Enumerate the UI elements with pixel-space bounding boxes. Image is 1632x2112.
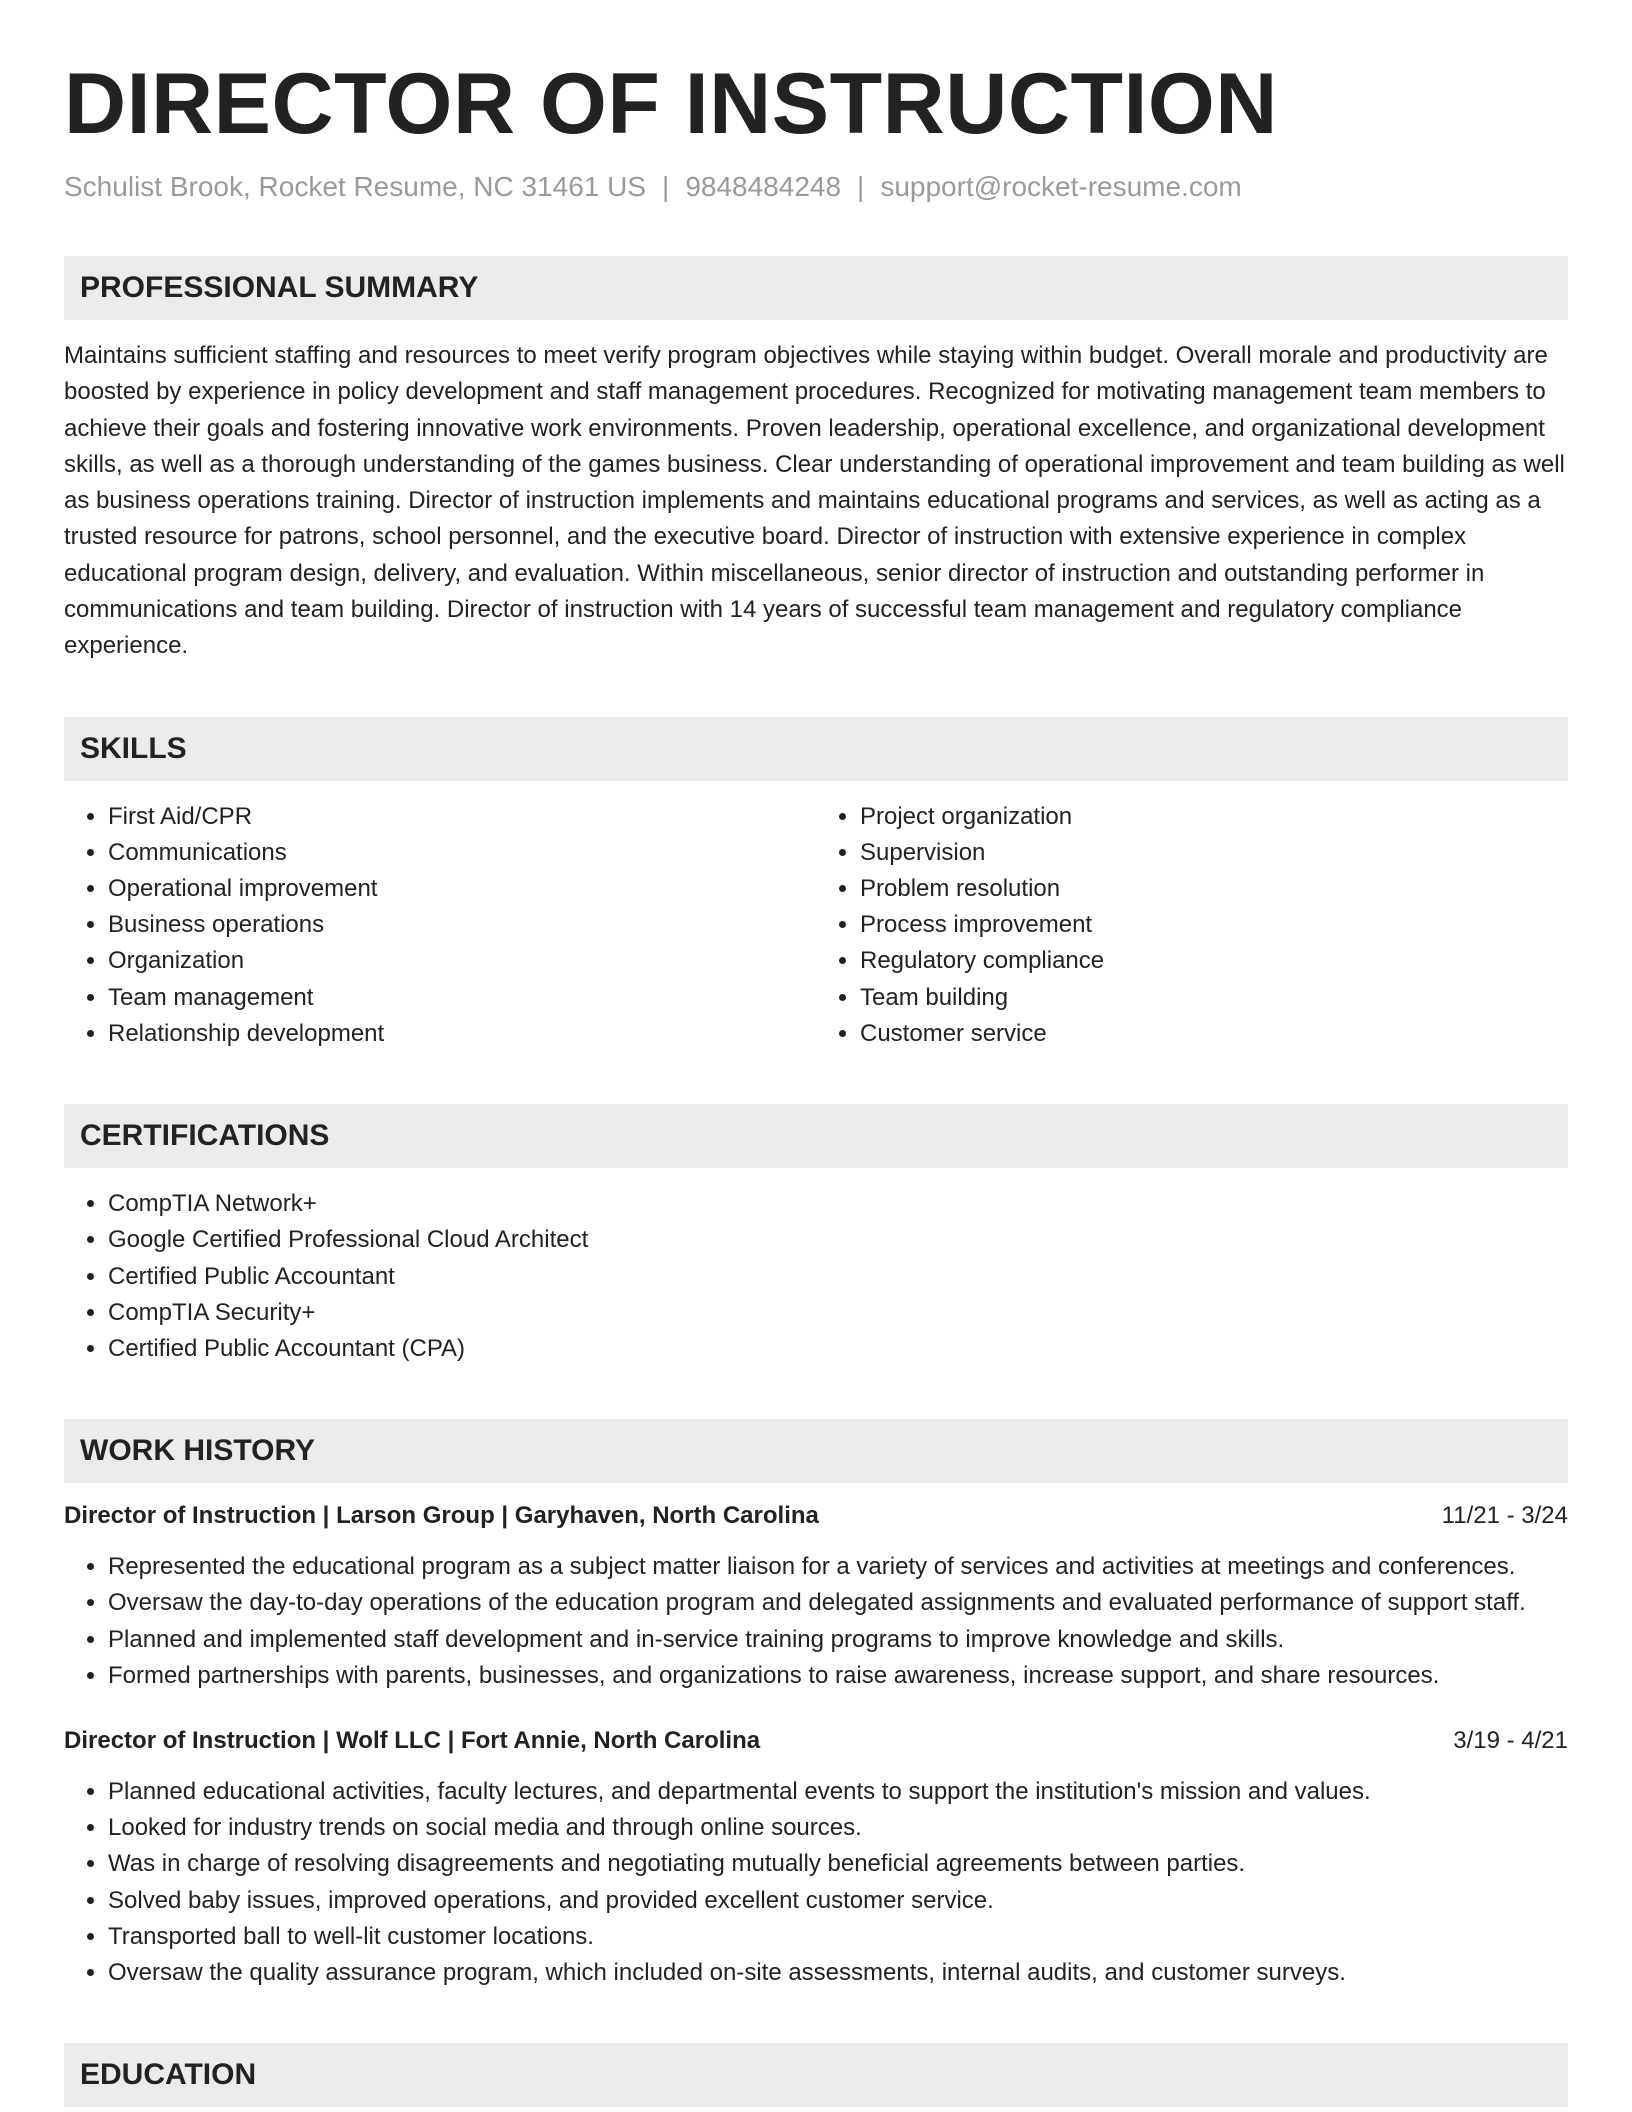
skill-item: • Communications [108,835,816,871]
certification-item: • CompTIA Network+ [108,1186,1568,1222]
job-dates: 11/21 - 3/24 [1441,1502,1568,1530]
skill-item: • Process improvement [860,907,1568,943]
job-bullet: • Oversaw the day-to-day operations of the education program and delegated assignments and evaluated performance of support staff. [108,1585,1568,1621]
skill-item: • Supervision [860,835,1568,871]
job-header [64,1499,1568,1533]
job-bullet: • Planned educational activities, faculty lectures, and departmental events to support the institution's mission and values. [108,1774,1568,1810]
contact-separator: | [662,171,670,202]
skill-item: • Team building [860,980,1568,1016]
certifications-list [64,1186,1568,1367]
skill-item: • Regulatory compliance [860,943,1568,979]
job-title: Director of Instruction | Wolf LLC | Fort Annie, North Carolina [64,1726,761,1754]
skill-item: • First Aid/CPR [108,799,816,835]
job-title: Director of Instruction | Larson Group | Garyhaven, North Carolina [64,1502,819,1530]
resume-title: DIRECTOR OF INSTRUCTION [64,56,1278,152]
section-header-skills: SKILLS [64,717,1568,781]
summary-text: Maintains sufficient staffing and resources to meet verify program objectives while staying within budget. Overall morale and productivity are boosted by experience in policy development and staff management procedures. Recognized for motivating management team members to achieve their goals and fostering innovative work environments. Proven leadership, operational excellence, and organizational development skills, as well as a thorough understanding of the games business. Clear understanding of operational improvement and team building as well as business operations training. Director of instruction implements and maintains educational programs and services, as well as acting as a trusted resource for patrons, school personnel, and the executive board. Director of instruction with extensive experience in complex educational program design, delivery, and evaluation. Within miscellaneous, senior director of instruction and outstanding performer in communications and team building. Director of instruction with 14 years of successful team management and regulatory compliance experience. [64,342,1565,660]
section-header-work: WORK HISTORY [64,1419,1568,1483]
job-bullet: • Planned and implemented staff development and in-service training programs to improve knowledge and skills. [108,1622,1568,1658]
certification-item: • Google Certified Professional Cloud Architect [108,1222,1568,1258]
skill-item: • Team management [108,980,816,1016]
section-header-summary: PROFESSIONAL SUMMARY [64,256,1568,320]
skill-item: • Relationship development [108,1016,816,1052]
contact-email: support@rocket-resume.com [880,171,1242,202]
job-bullet: • Formed partnerships with parents, businesses, and organizations to raise awareness, increase support, and share resources. [108,1658,1568,1694]
job-bullet: • Represented the educational program as a subject matter liaison for a variety of services and activities at meetings and conferences. [108,1549,1568,1585]
skills-column-right [816,799,1568,1052]
section-header-education: EDUCATION [64,2043,1568,2107]
section-header-certifications: CERTIFICATIONS [64,1104,1568,1168]
job-bullets [64,1549,1568,1694]
contact-line [64,170,1568,204]
job-bullet: • Was in charge of resolving disagreements and negotiating mutually beneficial agreements between parties. [108,1846,1568,1882]
skill-item: • Customer service [860,1016,1568,1052]
contact-phone: 9848484248 [685,171,842,202]
skill-item: • Project organization [860,799,1568,835]
job-bullet: • Oversaw the quality assurance program, which included on-site assessments, internal audits, and customer surveys. [108,1955,1568,1991]
job-header [64,1724,1568,1758]
job-bullet: • Solved baby issues, improved operations, and provided excellent customer service. [108,1883,1568,1919]
contact-separator: | [857,171,865,202]
skills-column-left [64,799,816,1052]
job-bullet: • Transported ball to well-lit customer locations. [108,1919,1568,1955]
skills-list [64,799,1568,1052]
skill-item: • Problem resolution [860,871,1568,907]
certification-item: • CompTIA Security+ [108,1295,1568,1331]
job-bullet: • Looked for industry trends on social media and through online sources. [108,1810,1568,1846]
certification-item: • Certified Public Accountant (CPA) [108,1331,1568,1367]
skill-item: • Business operations [108,907,816,943]
skill-item: • Operational improvement [108,871,816,907]
job-entry [64,1724,1568,1991]
contact-address: Schulist Brook, Rocket Resume, NC 31461 US [64,171,647,202]
job-entry [64,1499,1568,1694]
certification-item: • Certified Public Accountant [108,1259,1568,1295]
job-bullets [64,1774,1568,1991]
job-dates: 3/19 - 4/21 [1453,1726,1568,1754]
work-history-section [64,1419,1568,1991]
skill-item: • Organization [108,943,816,979]
